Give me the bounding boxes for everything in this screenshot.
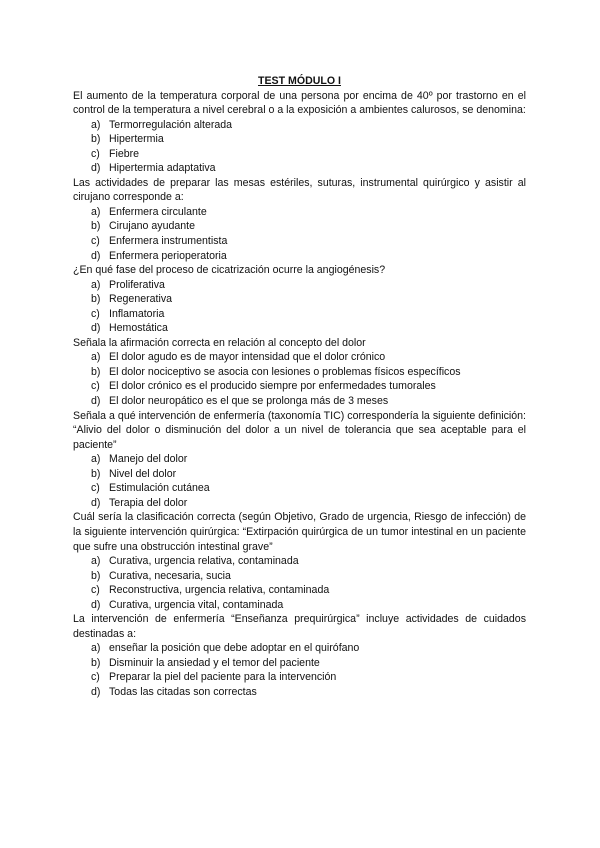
document-page: [73, 74, 526, 700]
question-6: [73, 510, 526, 612]
question-stem: ¿En qué fase del proceso de cicatrización ocurre la angiogénesis?: [73, 264, 386, 277]
option-letter: c): [91, 671, 100, 684]
option-letter: d): [91, 598, 101, 611]
option-letter: d): [91, 685, 101, 698]
option-letter: b): [91, 365, 101, 378]
answer-option: [73, 161, 526, 176]
option-text: Cirujano ayudante: [109, 220, 195, 233]
answer-option: [73, 569, 526, 584]
question-5: [73, 409, 526, 511]
option-list: [73, 350, 526, 408]
option-letter: b): [91, 569, 101, 582]
answer-option: [73, 452, 526, 467]
answer-option: [73, 670, 526, 685]
option-letter: a): [91, 453, 101, 466]
answer-option: [73, 481, 526, 496]
option-text: Disminuir la ansiedad y el temor del paciente: [109, 656, 320, 669]
option-text: Todas las citadas son correctas: [109, 685, 257, 698]
answer-option: [73, 321, 526, 336]
option-text: Curativa, necesaria, sucia: [109, 569, 231, 582]
question-stem: Señala a qué intervención de enfermería (taxonomía TIC) correspondería la siguiente definición: “Alivio del dolor o disminución del dolor a un nivel de tolerancia que sea aceptable para el paciente”: [73, 409, 526, 451]
option-letter: a): [91, 205, 101, 218]
option-letter: c): [91, 380, 100, 393]
page-title: TEST MÓDULO I: [258, 75, 341, 87]
answer-option: [73, 147, 526, 162]
question-1: [73, 89, 526, 176]
question-2: [73, 176, 526, 263]
option-letter: b): [91, 133, 101, 146]
question-4: [73, 336, 526, 409]
option-letter: c): [91, 482, 100, 495]
question-stem: Cuál sería la clasificación correcta (según Objetivo, Grado de urgencia, Riesgo de infección) de la siguiente intervención quirúrgica: “Extirpación quirúrgica de un tumor intestinal en un paciente que sufre una obstrucción intestinal grave”: [73, 511, 526, 553]
option-letter: d): [91, 162, 101, 175]
option-letter: a): [91, 278, 101, 291]
answer-option: [73, 394, 526, 409]
option-letter: a): [91, 555, 101, 568]
answer-option: [73, 132, 526, 147]
option-list: [73, 554, 526, 612]
option-text: Nivel del dolor: [109, 467, 177, 480]
question-stem: Señala la afirmación correcta en relación al concepto del dolor: [73, 336, 366, 349]
option-letter: b): [91, 220, 101, 233]
option-letter: d): [91, 395, 101, 408]
option-text: Preparar la piel del paciente para la intervención: [109, 671, 337, 684]
option-text: El dolor neuropático es el que se prolonga más de 3 meses: [109, 395, 389, 408]
option-letter: b): [91, 467, 101, 480]
option-text: Terapia del dolor: [109, 496, 188, 509]
answer-option: [73, 379, 526, 394]
option-text: Enfermera instrumentista: [109, 235, 228, 248]
option-text: enseñar la posición que debe adoptar en el quirófano: [109, 642, 360, 655]
answer-option: [73, 219, 526, 234]
option-letter: b): [91, 656, 101, 669]
answer-option: [73, 685, 526, 700]
answer-option: [73, 234, 526, 249]
option-text: Curativa, urgencia relativa, contaminada: [109, 555, 299, 568]
answer-option: [73, 641, 526, 656]
answer-option: [73, 205, 526, 220]
option-text: Hipertermia adaptativa: [109, 162, 216, 175]
option-text: El dolor agudo es de mayor intensidad que el dolor crónico: [109, 351, 386, 364]
question-7: [73, 612, 526, 699]
option-letter: d): [91, 496, 101, 509]
option-text: El dolor crónico es el producido siempre por enfermedades tumorales: [109, 380, 436, 393]
answer-option: [73, 656, 526, 671]
option-text: Hemostática: [109, 322, 168, 335]
option-text: Regenerativa: [109, 293, 173, 306]
option-text: Hipertermia: [109, 133, 164, 146]
option-text: Inflamatoria: [109, 307, 165, 320]
answer-option: [73, 467, 526, 482]
question-list: [73, 89, 526, 700]
answer-option: [73, 307, 526, 322]
option-list: [73, 278, 526, 336]
option-text: Proliferativa: [109, 278, 165, 291]
option-letter: d): [91, 322, 101, 335]
option-letter: d): [91, 249, 101, 262]
answer-option: [73, 598, 526, 613]
option-letter: a): [91, 642, 101, 655]
option-text: Estimulación cutánea: [109, 482, 210, 495]
answer-option: [73, 278, 526, 293]
option-text: Manejo del dolor: [109, 453, 188, 466]
answer-option: [73, 554, 526, 569]
answer-option: [73, 118, 526, 133]
option-letter: c): [91, 307, 100, 320]
option-list: [73, 118, 526, 176]
option-letter: a): [91, 118, 101, 131]
answer-option: [73, 583, 526, 598]
option-list: [73, 452, 526, 510]
answer-option: [73, 249, 526, 264]
option-list: [73, 205, 526, 263]
option-letter: a): [91, 351, 101, 364]
option-letter: c): [91, 147, 100, 160]
answer-option: [73, 350, 526, 365]
option-text: Enfermera circulante: [109, 205, 207, 218]
option-text: Enfermera perioperatoria: [109, 249, 227, 262]
question-stem: La intervención de enfermería “Enseñanza prequirúrgica” incluye actividades de cuidados destinadas a:: [73, 613, 526, 640]
option-text: Curativa, urgencia vital, contaminada: [109, 598, 284, 611]
option-text: Fiebre: [109, 147, 140, 160]
question-stem: El aumento de la temperatura corporal de una persona por encima de 40º por trastorno en el control de la temperatura a nivel cerebral o a la exposición a ambientes calurosos, se denomina:: [73, 89, 526, 117]
option-text: El dolor nociceptivo se asocia con lesiones o problemas físicos específicos: [109, 365, 461, 378]
question-3: [73, 263, 526, 336]
option-letter: c): [91, 235, 100, 248]
option-letter: c): [91, 584, 100, 597]
option-text: Termorregulación alterada: [109, 118, 233, 131]
question-stem: Las actividades de preparar las mesas estériles, suturas, instrumental quirúrgico y asistir al cirujano corresponde a:: [73, 176, 526, 204]
option-text: Reconstructiva, urgencia relativa, contaminada: [109, 584, 330, 597]
answer-option: [73, 496, 526, 511]
option-list: [73, 641, 526, 699]
answer-option: [73, 292, 526, 307]
option-letter: b): [91, 293, 101, 306]
answer-option: [73, 365, 526, 380]
